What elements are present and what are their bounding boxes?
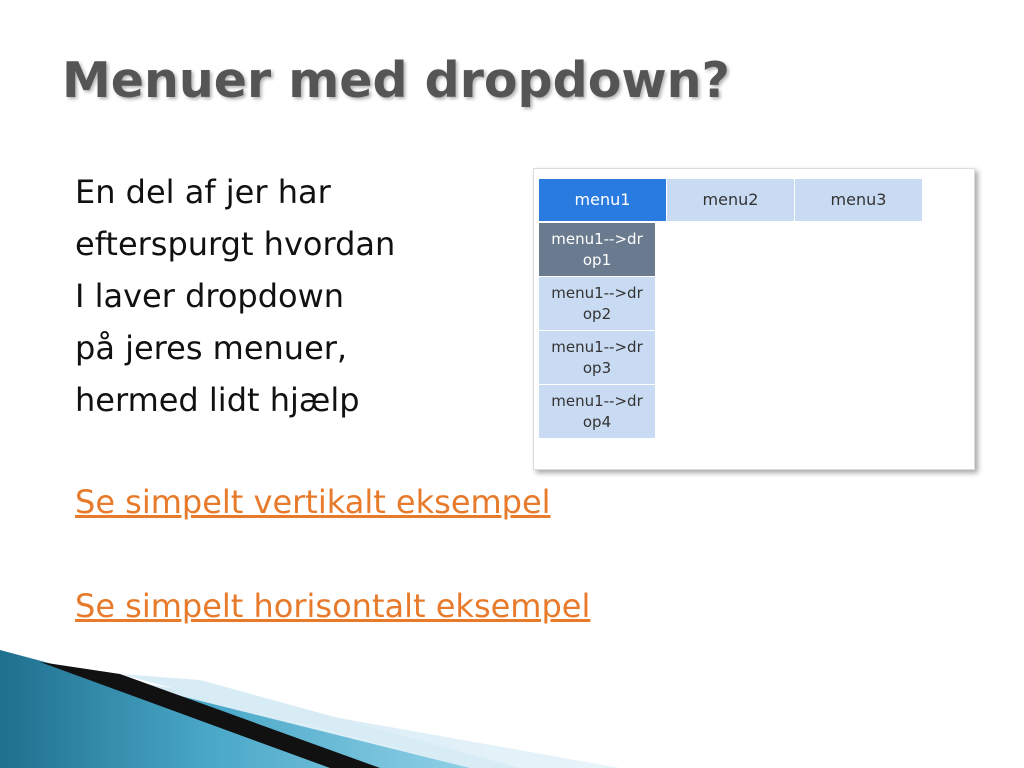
body-line: efterspurgt hvordan xyxy=(75,225,396,263)
demo-dropdown-item-drop2[interactable] xyxy=(539,277,655,330)
demo-dropdown-item-drop3[interactable] xyxy=(539,331,655,384)
demo-dropdown-item-drop1[interactable] xyxy=(539,223,655,276)
dropdown-item-label: menu1-->drop1 xyxy=(551,229,643,269)
body-line: på jeres menuer, xyxy=(75,329,348,367)
demo-menu-item-menu1[interactable]: menu1 xyxy=(539,179,667,221)
body-text xyxy=(75,166,515,426)
dropdown-demo-screenshot xyxy=(533,168,975,470)
dropdown-item-label: menu1-->drop2 xyxy=(551,283,643,323)
vertical-example-link[interactable]: Se simpelt vertikalt eksempel xyxy=(75,483,551,521)
body-line: hermed lidt hjælp xyxy=(75,381,360,419)
demo-dropdown-item-drop4[interactable] xyxy=(539,385,655,438)
demo-menu-item-menu3[interactable]: menu3 xyxy=(795,179,923,221)
dropdown-item-label: menu1-->drop3 xyxy=(551,337,643,377)
demo-menu-bar xyxy=(539,179,923,221)
slide-title: Menuer med dropdown? xyxy=(62,52,730,109)
decorative-swoosh xyxy=(0,640,1024,768)
body-line: I laver dropdown xyxy=(75,277,345,315)
horizontal-example-link[interactable]: Se simpelt horisontalt eksempel xyxy=(75,587,591,625)
demo-dropdown-list xyxy=(539,223,655,439)
demo-menu-item-menu2[interactable]: menu2 xyxy=(667,179,795,221)
body-line: En del af jer har xyxy=(75,173,331,211)
dropdown-item-label: menu1-->drop4 xyxy=(551,391,643,431)
